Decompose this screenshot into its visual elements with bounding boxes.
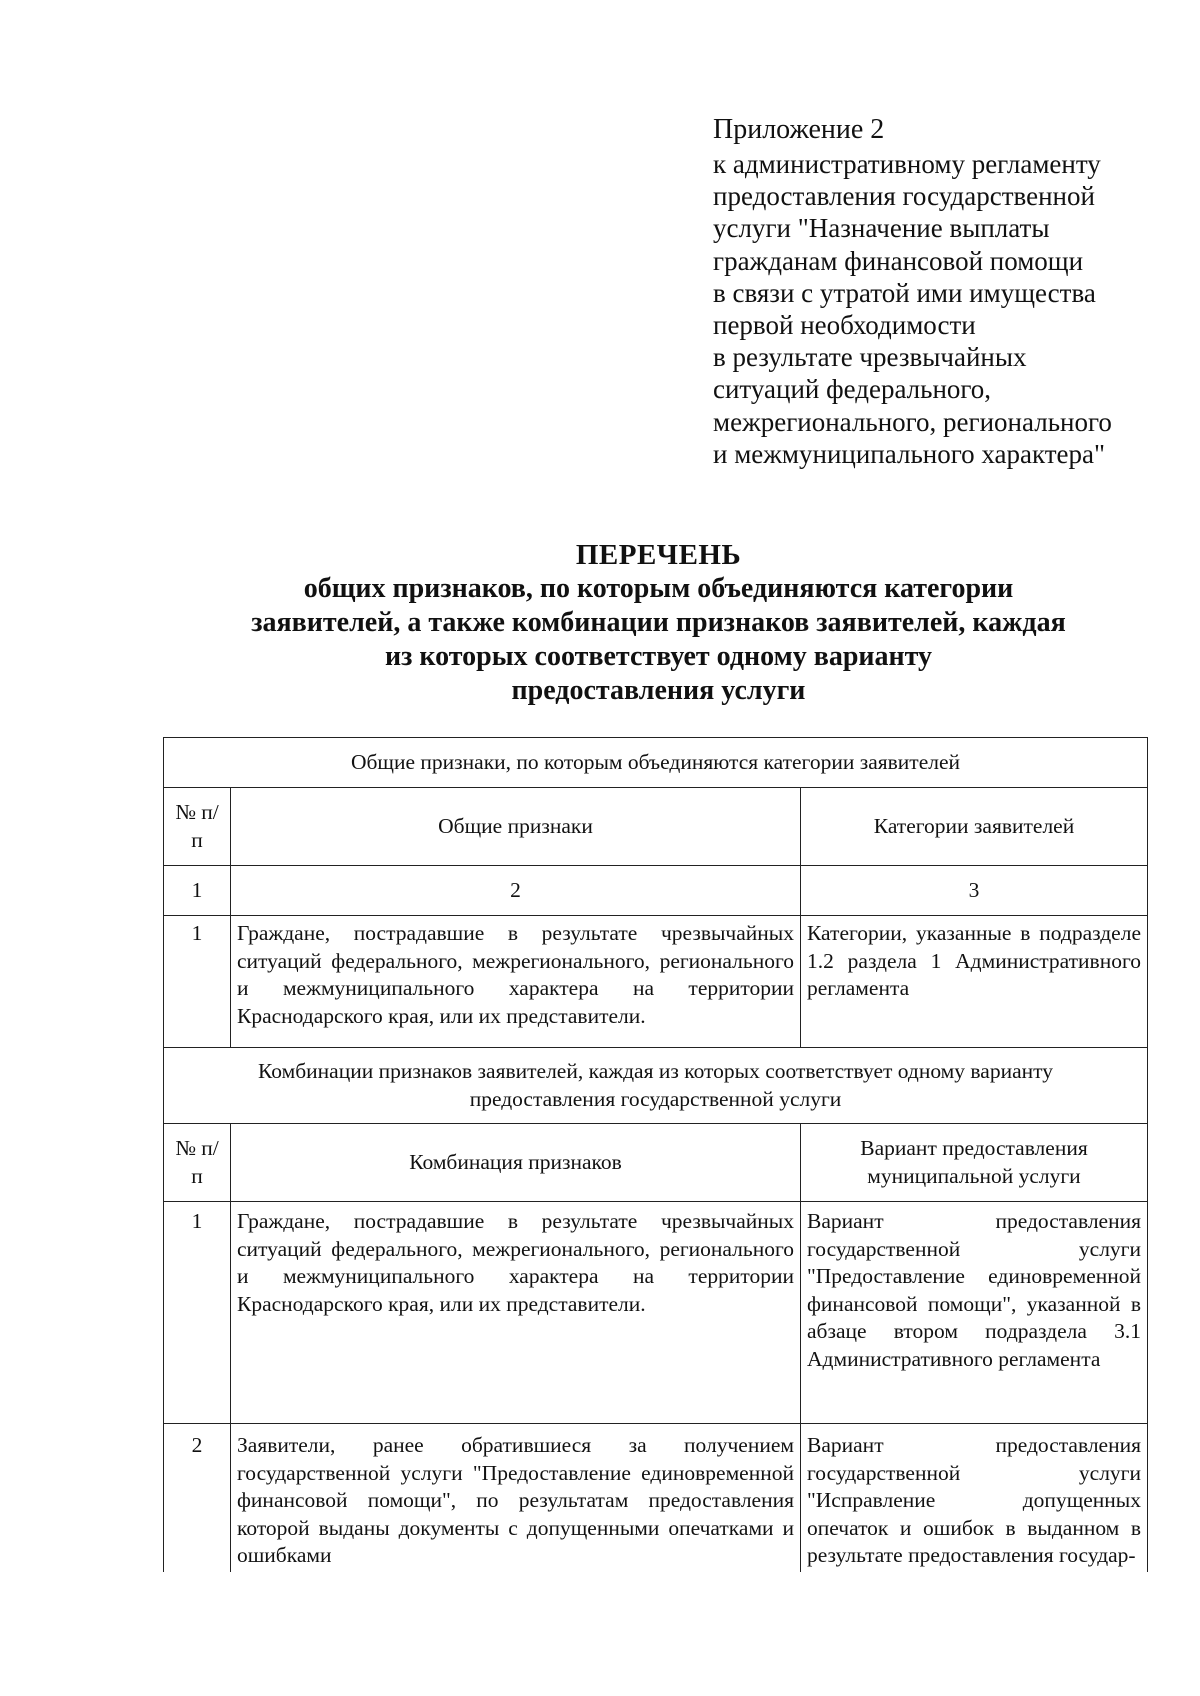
column-number: 2 xyxy=(231,866,801,916)
document-title: ПЕРЕЧЕНЬ xyxy=(575,539,742,571)
appendix-line: к административному регламенту xyxy=(713,149,1101,179)
appendix-line: первой необходимости xyxy=(713,310,976,341)
appendix-line: в связи с утратой ими имущества xyxy=(713,277,1096,308)
appendix-title: Приложение 2 xyxy=(713,114,885,145)
column-number: 3 xyxy=(801,866,1148,916)
header-general-features: Общие признаки xyxy=(231,788,801,866)
header-feature-combination: Комбинация признаков xyxy=(231,1124,801,1202)
column-number-row xyxy=(164,866,1148,916)
section2-header-row xyxy=(164,1124,1148,1202)
row-num: 2 xyxy=(164,1424,231,1572)
column-number: 1 xyxy=(164,866,231,916)
section1-header-row xyxy=(164,788,1148,866)
heading-line: заявителей, а также комбинации признаков заявителей, каждая xyxy=(251,607,1066,638)
criteria-table xyxy=(163,737,1148,1572)
appendix-line: услуги "Назначение выплаты xyxy=(713,213,1050,244)
section2-title-row xyxy=(164,1048,1148,1124)
row-features: Граждане, пострадавшие в результате чрезвычайных ситуаций федерального, межрегионального, регионального и межмуниципального характера на территории Краснодарского края, или их представители. xyxy=(231,916,801,1048)
appendix-line: межрегионального, регионального xyxy=(713,406,1112,437)
heading-line: предоставления услуги xyxy=(511,675,806,706)
section1-title: Общие признаки, по которым объединяются категории заявителей xyxy=(164,738,1148,788)
appendix-line: в результате чрезвычайных xyxy=(713,342,1027,373)
heading-line: общих признаков, по которым объединяются категории xyxy=(303,573,1014,604)
appendix-block xyxy=(713,112,1183,470)
table-row xyxy=(164,916,1148,1048)
row-num: 1 xyxy=(164,1202,231,1424)
row-variant: Вариант предоставления государственной услуги "Исправление допущенных опечаток и ошибок в выданном в результате предоставления государ- xyxy=(801,1424,1148,1572)
table-row xyxy=(164,1202,1148,1424)
row-features: Граждане, пострадавшие в результате чрезвычайных ситуаций федерального, межрегионального, регионального и межмуниципального характера на территории Краснодарского края, или их представители. xyxy=(231,1202,801,1424)
section2-title: Комбинации признаков заявителей, каждая из которых соответствует одному варианту предоставления государственной услуги xyxy=(164,1048,1148,1124)
appendix-line: гражданам финансовой помощи xyxy=(713,245,1084,276)
header-num: № п/п xyxy=(164,788,231,866)
section1-title-row xyxy=(164,738,1148,788)
document-heading xyxy=(150,538,1167,708)
header-applicant-categories: Категории заявителей xyxy=(801,788,1148,866)
heading-line: из которых соответствует одному варианту xyxy=(384,641,933,672)
header-num: № п/п xyxy=(164,1124,231,1202)
row-variant: Вариант предоставления государственной услуги "Предоставление единовременной финансовой помощи", указанной в абзаце втором подраздела 3.1 Административного регламента xyxy=(801,1202,1148,1424)
row-num: 1 xyxy=(164,916,231,1048)
table-row xyxy=(164,1424,1148,1572)
row-features: Заявители, ранее обратившиеся за получением государственной услуги "Предоставление единовременной финансовой помощи", по результатам предоставления которой выданы документы с допущенными опечатками и ошибками xyxy=(231,1424,801,1572)
header-service-variant: Вариант предоставления муниципальной услуги xyxy=(801,1124,1148,1202)
appendix-line: и межмуниципального характера" xyxy=(713,438,1106,469)
row-category: Категории, указанные в подразделе 1.2 раздела 1 Административного регламента xyxy=(801,916,1148,1048)
appendix-line: ситуаций федерального, xyxy=(713,374,992,405)
appendix-line: предоставления государственной xyxy=(713,181,1095,212)
